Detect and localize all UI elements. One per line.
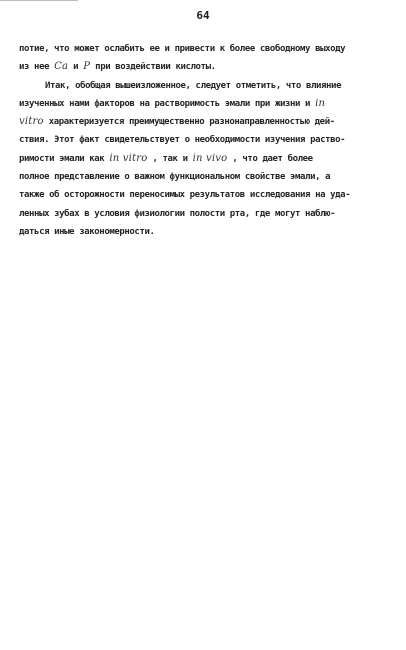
handwritten-symbol-p: Р: [83, 61, 91, 73]
handwritten-term-in-vivo: in vivo: [192, 152, 228, 164]
page-number: 64: [196, 9, 210, 22]
text-segment: Итак, обобщая вышеизложенное, следует отметить, что влияние: [45, 80, 342, 91]
handwritten-symbol-ca: Са: [54, 61, 69, 73]
text-line: [19, 205, 399, 223]
text-line: [19, 131, 399, 149]
text-segment: даться иные закономерности.: [19, 226, 155, 237]
handwritten-term-vitro: vitro: [19, 116, 44, 128]
text-segment: римости эмали как: [19, 153, 110, 164]
text-line: [19, 168, 399, 186]
text-segment: характеризуется преимущественно разнонаправленностью дей-: [43, 117, 335, 128]
text-segment: также об осторожности переносимых результатов исследования на уда-: [19, 190, 351, 201]
text-segment: ствия. Этот факт свидетельствует о необходимости изучения раство-: [19, 135, 346, 146]
text-segment: из нее: [19, 62, 55, 73]
text-line: [19, 77, 399, 95]
text-segment: при воздействии кислоты.: [90, 62, 216, 73]
text-line: [19, 58, 399, 76]
text-segment: потие, что может ослабить ее и привести к более свободному выходу: [19, 44, 346, 54]
handwritten-term-in-vitro: in vitro: [109, 152, 148, 164]
text-segment: , так и: [147, 153, 193, 164]
text-line: [19, 223, 399, 241]
body-text: [19, 40, 399, 241]
text-segment: ленных зубах в условия физиологии полости рта, где могут наблю-: [19, 208, 336, 219]
text-segment: и: [68, 62, 84, 73]
handwritten-term-in: in: [315, 97, 326, 109]
text-segment: полное представление о важном функциональном свойстве эмали, а: [19, 172, 331, 183]
text-line: [19, 186, 399, 204]
text-line: [19, 150, 399, 168]
text-segment: изученных нами факторов на растворимость эмали при жизни и: [19, 98, 316, 109]
text-line: [19, 95, 399, 113]
page-top-rule: [0, 0, 78, 1]
text-line: [19, 113, 399, 131]
text-segment: , что дает более: [227, 153, 313, 164]
text-line: [19, 40, 399, 58]
